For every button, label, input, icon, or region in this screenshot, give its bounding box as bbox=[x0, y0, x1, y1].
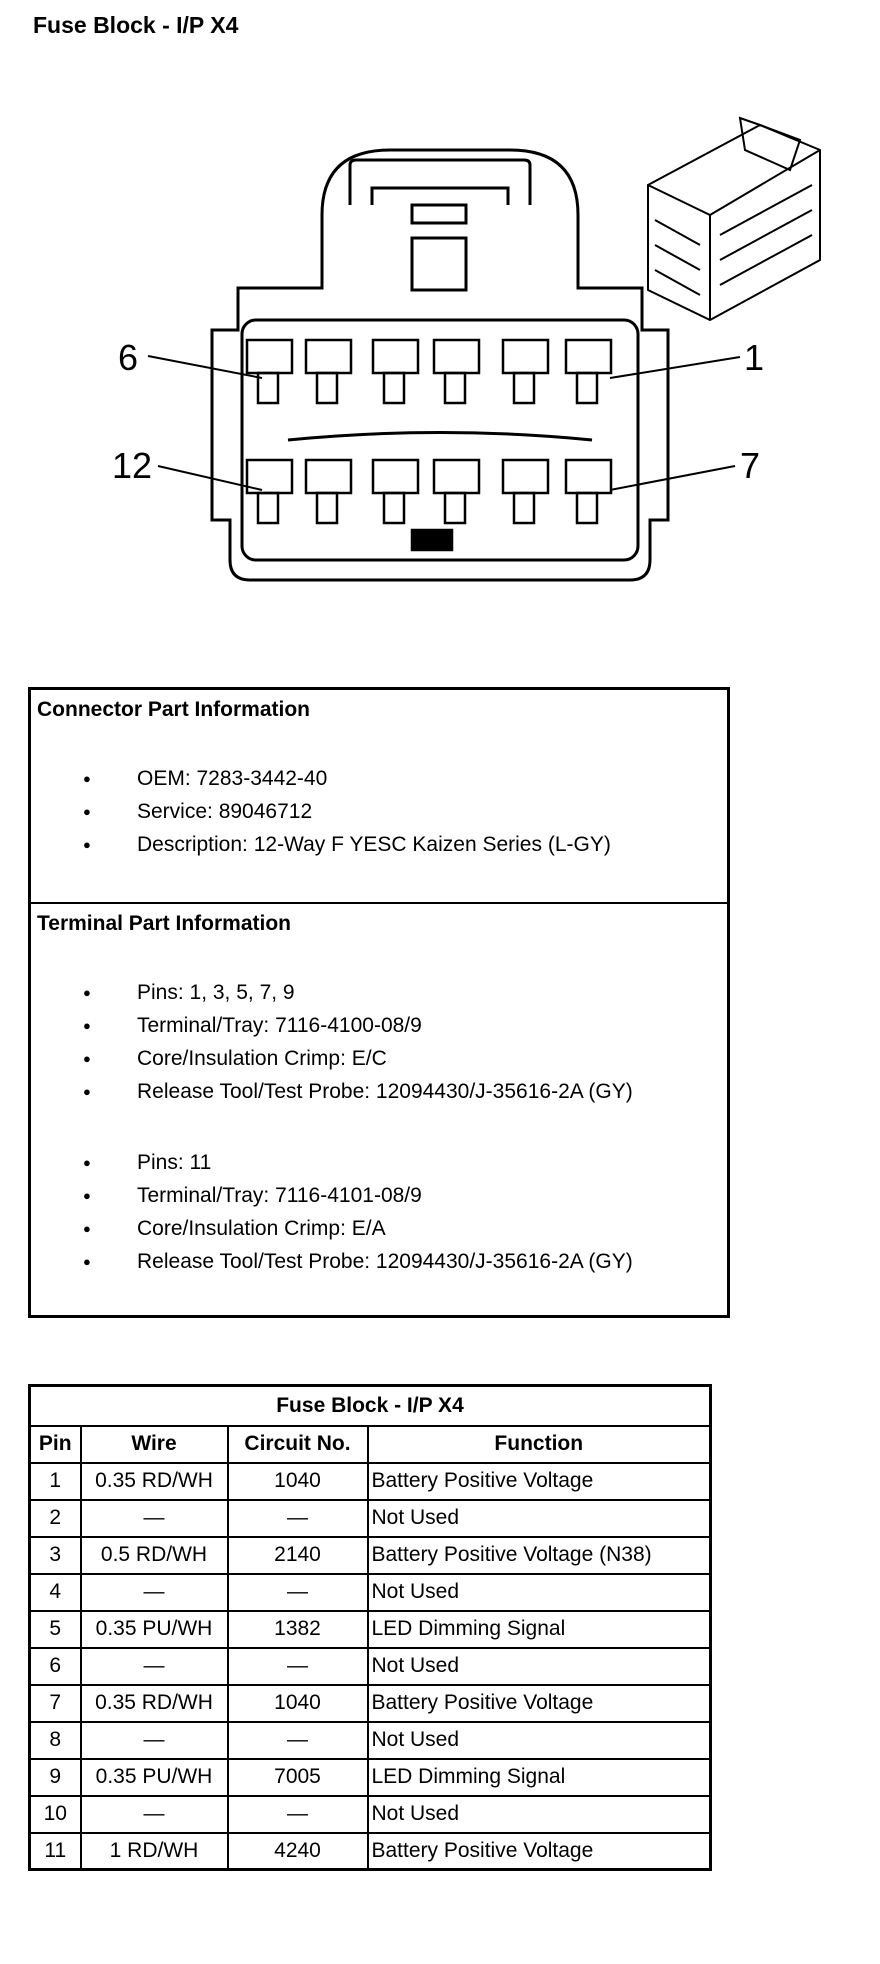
wire-cell: 0.35 PU/WH bbox=[81, 1759, 228, 1796]
connector-3d-thumbnail bbox=[648, 118, 820, 320]
wire-cell: — bbox=[81, 1648, 228, 1685]
connector-info-item: ● Description: 12-Way F YESC Kaizen Series (L-GY) bbox=[31, 828, 727, 861]
connector-diagram bbox=[0, 0, 880, 640]
pin-cell: 3 bbox=[30, 1537, 81, 1574]
connector-info-heading: Connector Part Information bbox=[37, 698, 311, 721]
terminal-info-item: ● Terminal/Tray: 7116-4101-08/9 bbox=[31, 1179, 727, 1212]
function-cell: Battery Positive Voltage bbox=[368, 1463, 711, 1500]
pin-table-title: Fuse Block - I/P X4 bbox=[30, 1386, 711, 1426]
terminal-info-item: ● Pins: 11 bbox=[31, 1146, 727, 1179]
wire-cell: 0.35 RD/WH bbox=[81, 1685, 228, 1722]
table-row bbox=[30, 1833, 711, 1870]
function-cell: Not Used bbox=[368, 1574, 711, 1611]
terminal-info-item: ● Core/Insulation Crimp: E/C bbox=[31, 1042, 727, 1075]
function-cell: Battery Positive Voltage bbox=[368, 1685, 711, 1722]
function-cell: LED Dimming Signal bbox=[368, 1759, 711, 1796]
page-title: Fuse Block - I/P X4 bbox=[33, 12, 239, 38]
pin-label-1: 1 bbox=[744, 337, 765, 378]
pin-cell: 2 bbox=[30, 1500, 81, 1537]
wire-cell: 0.5 RD/WH bbox=[81, 1537, 228, 1574]
circuit-cell: — bbox=[228, 1574, 368, 1611]
table-row bbox=[30, 1500, 711, 1537]
pin-cell: 9 bbox=[30, 1759, 81, 1796]
pin-label-6: 6 bbox=[118, 337, 139, 378]
pin-cell: 8 bbox=[30, 1722, 81, 1759]
column-header: Pin bbox=[30, 1426, 81, 1463]
function-cell: Not Used bbox=[368, 1796, 711, 1833]
pin-cell: 1 bbox=[30, 1463, 81, 1500]
function-cell: Not Used bbox=[368, 1500, 711, 1537]
function-cell: Not Used bbox=[368, 1648, 711, 1685]
table-row bbox=[30, 1796, 711, 1833]
wire-cell: 0.35 PU/WH bbox=[81, 1611, 228, 1648]
terminal-info-item: ● Core/Insulation Crimp: E/A bbox=[31, 1212, 727, 1245]
circuit-cell: 1382 bbox=[228, 1611, 368, 1648]
circuit-cell: — bbox=[228, 1796, 368, 1833]
table-row bbox=[30, 1574, 711, 1611]
terminal-info-item: ● Release Tool/Test Probe: 12094430/J-35616-2A (GY) bbox=[31, 1075, 727, 1108]
wire-cell: 0.35 RD/WH bbox=[81, 1463, 228, 1500]
terminal-info-list-1 bbox=[31, 976, 727, 1108]
circuit-cell: — bbox=[228, 1500, 368, 1537]
row-separator bbox=[288, 433, 592, 441]
wire-cell: 1 RD/WH bbox=[81, 1833, 228, 1870]
pin-cell: 11 bbox=[30, 1833, 81, 1870]
table-row bbox=[30, 1722, 711, 1759]
circuit-cell: 2140 bbox=[228, 1537, 368, 1574]
latch bbox=[350, 160, 530, 205]
pin-cell: 6 bbox=[30, 1648, 81, 1685]
part-info-box bbox=[28, 687, 730, 1318]
table-row bbox=[30, 1685, 711, 1722]
pin-table bbox=[28, 1384, 712, 1871]
connector-info-item: ● OEM: 7283-3442-40 bbox=[31, 762, 727, 795]
table-row bbox=[30, 1537, 711, 1574]
pin-cell: 4 bbox=[30, 1574, 81, 1611]
column-header: Function bbox=[368, 1426, 711, 1463]
terminal-info-item: ● Terminal/Tray: 7116-4100-08/9 bbox=[31, 1009, 727, 1042]
function-cell: Battery Positive Voltage bbox=[368, 1833, 711, 1870]
pin-cell: 5 bbox=[30, 1611, 81, 1648]
wire-cell: — bbox=[81, 1722, 228, 1759]
function-cell: Battery Positive Voltage (N38) bbox=[368, 1537, 711, 1574]
column-header: Wire bbox=[81, 1426, 228, 1463]
top-row-terminals bbox=[247, 340, 611, 403]
circuit-cell: 4240 bbox=[228, 1833, 368, 1870]
connector-info-item: ● Service: 89046712 bbox=[31, 795, 727, 828]
connector-info-section bbox=[31, 690, 727, 904]
pin-label-12: 12 bbox=[112, 445, 153, 486]
circuit-cell: 1040 bbox=[228, 1463, 368, 1500]
column-header: Circuit No. bbox=[228, 1426, 368, 1463]
connector-info-list bbox=[31, 762, 727, 861]
terminal-info-list-2 bbox=[31, 1146, 727, 1278]
circuit-cell: — bbox=[228, 1648, 368, 1685]
table-row bbox=[30, 1463, 711, 1500]
pin-cell: 10 bbox=[30, 1796, 81, 1833]
terminal-info-item: ● Pins: 1, 3, 5, 7, 9 bbox=[31, 976, 727, 1009]
connector-outline bbox=[212, 150, 668, 580]
pin-label-7: 7 bbox=[740, 445, 761, 486]
pin-cell: 7 bbox=[30, 1685, 81, 1722]
circuit-cell: — bbox=[228, 1722, 368, 1759]
wire-cell: — bbox=[81, 1500, 228, 1537]
wire-cell: — bbox=[81, 1574, 228, 1611]
table-row bbox=[30, 1648, 711, 1685]
pin-table-body bbox=[30, 1463, 711, 1870]
bottom-row-terminals bbox=[247, 460, 611, 550]
circuit-cell: 7005 bbox=[228, 1759, 368, 1796]
circuit-cell: 1040 bbox=[228, 1685, 368, 1722]
pin-table-header bbox=[30, 1426, 711, 1463]
table-row bbox=[30, 1611, 711, 1648]
terminal-info-heading: Terminal Part Information bbox=[37, 912, 291, 935]
wire-cell: — bbox=[81, 1796, 228, 1833]
terminal-info-item: ● Release Tool/Test Probe: 12094430/J-35616-2A (GY) bbox=[31, 1245, 727, 1278]
function-cell: Not Used bbox=[368, 1722, 711, 1759]
function-cell: LED Dimming Signal bbox=[368, 1611, 711, 1648]
table-row bbox=[30, 1759, 711, 1796]
